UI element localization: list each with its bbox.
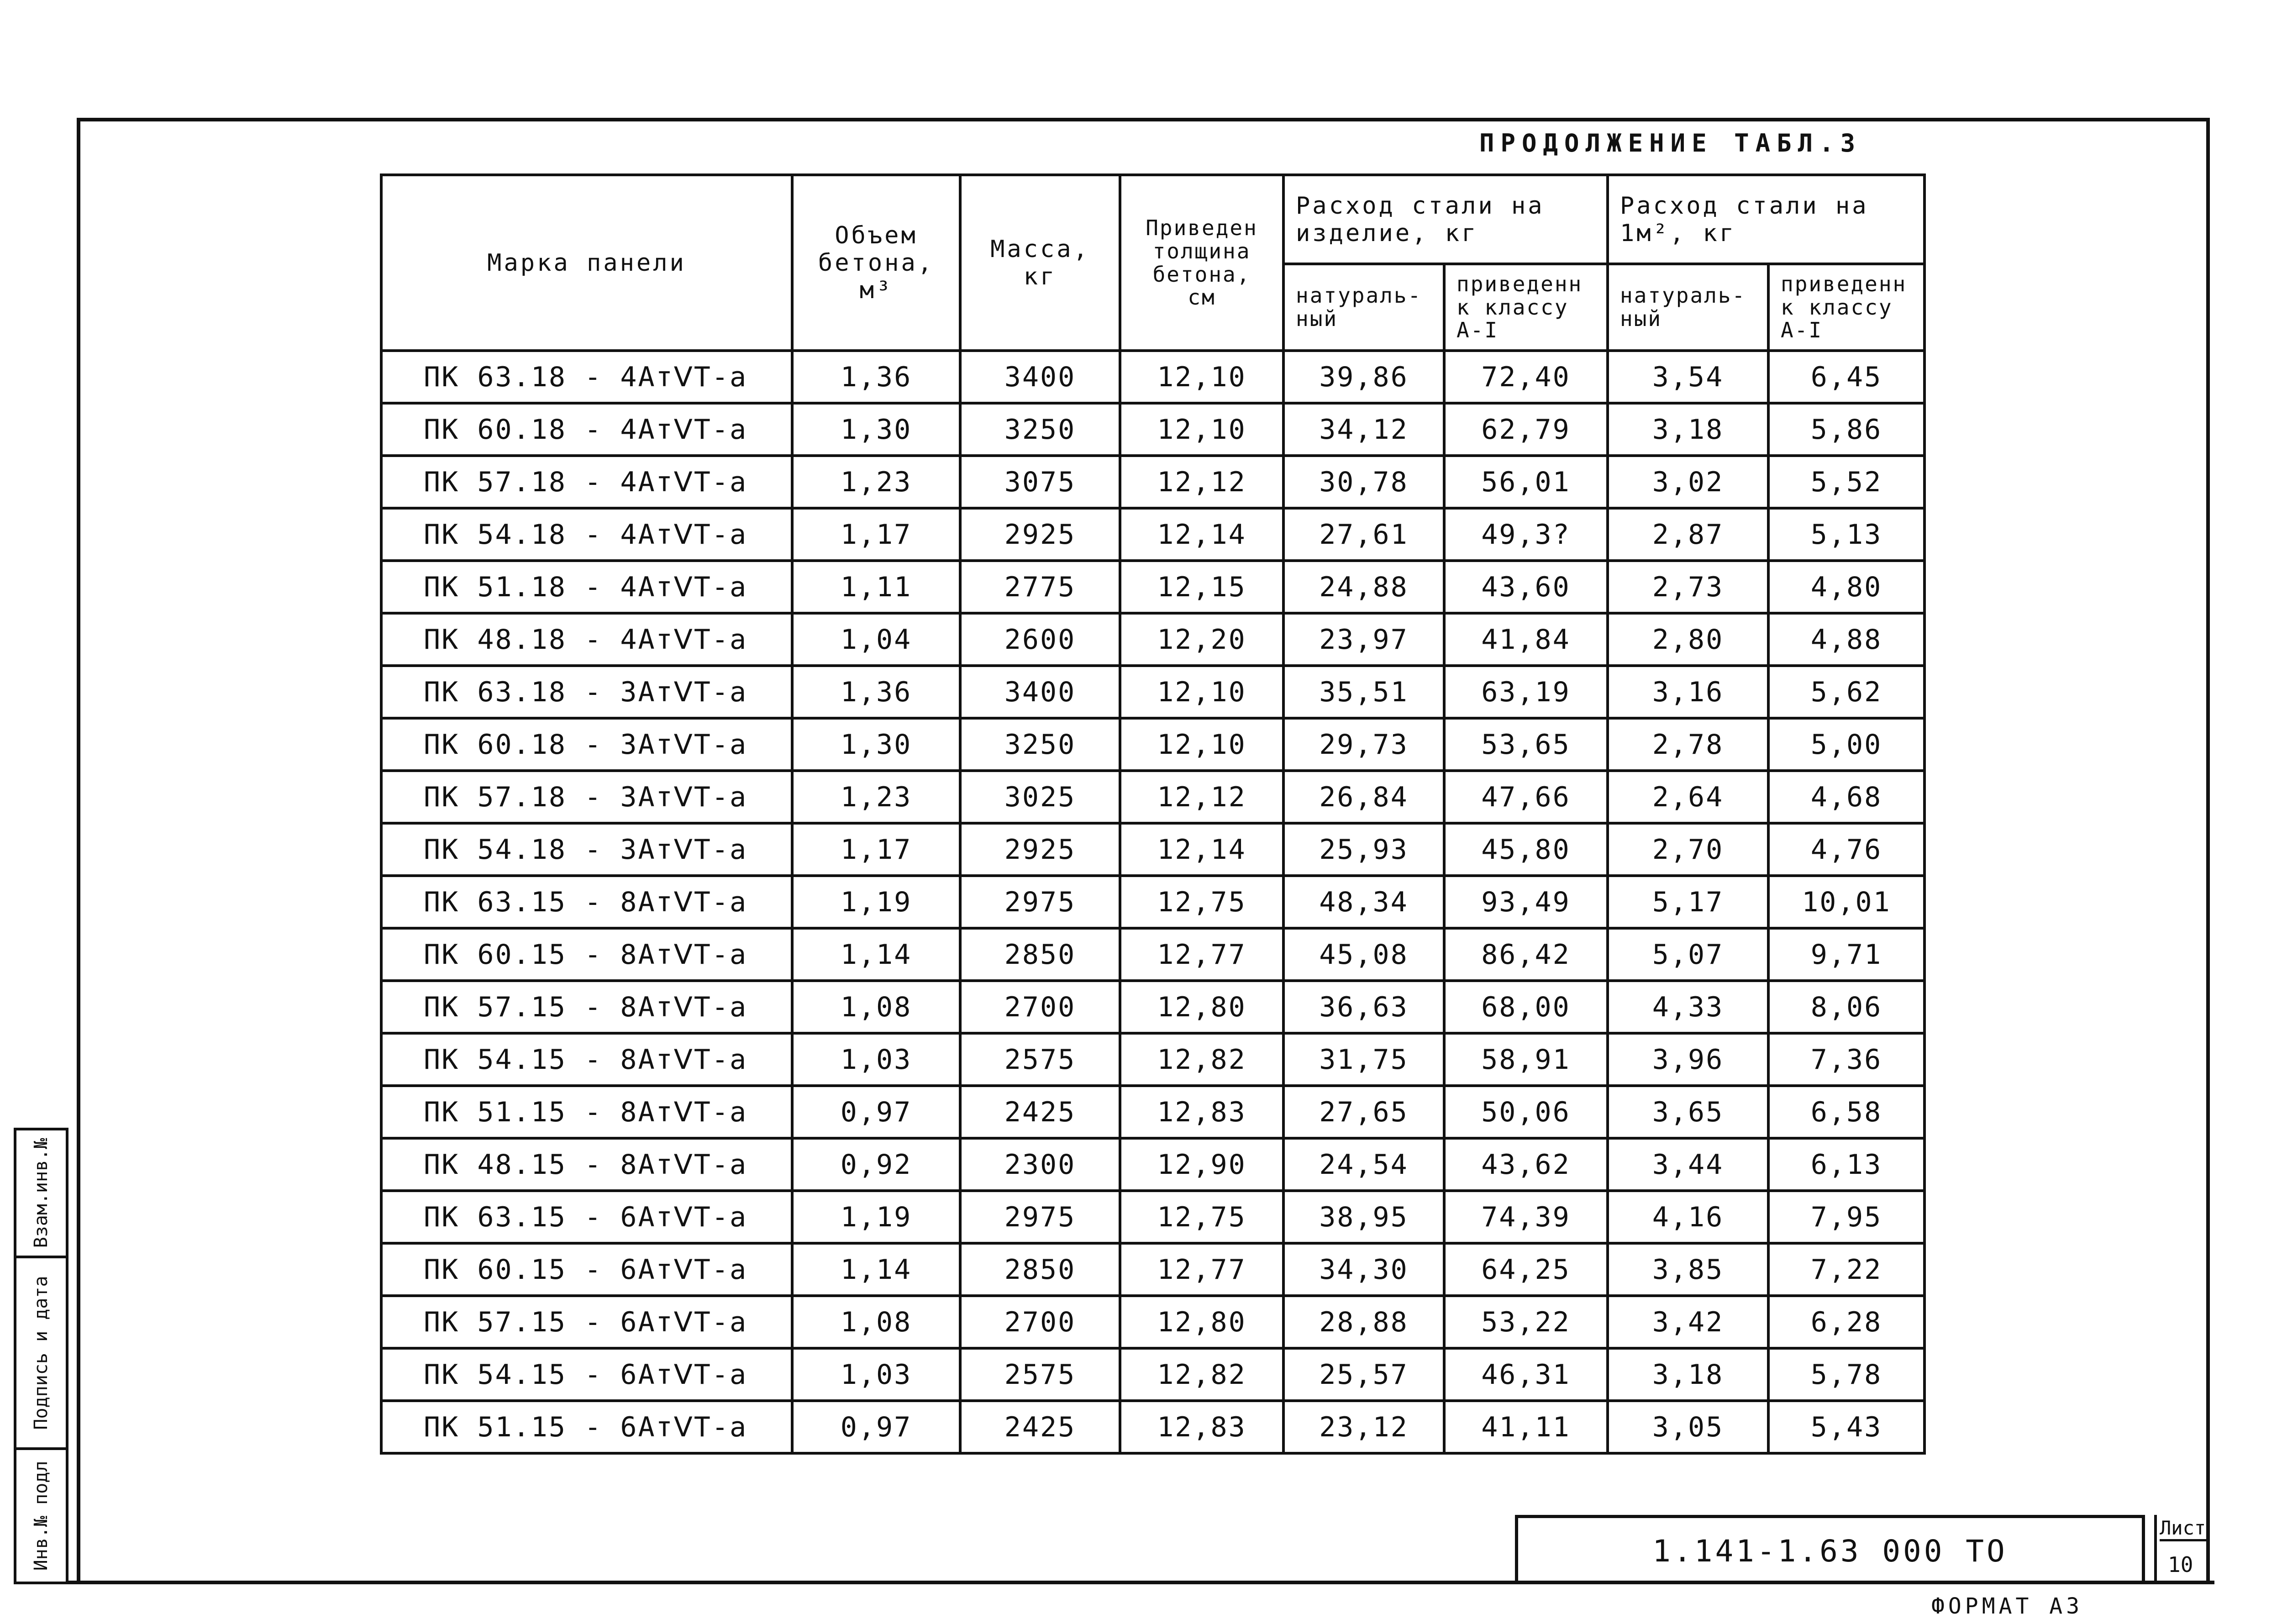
table-body bbox=[381, 351, 1924, 1453]
table-cell: 1,14 bbox=[792, 928, 960, 981]
table-cell: 2,80 bbox=[1608, 613, 1768, 666]
table-cell: 43,60 bbox=[1444, 561, 1608, 613]
table-cell: 0,97 bbox=[792, 1086, 960, 1138]
panel-mark-cell: ПК 54.18 - 3АтⅤТ-а bbox=[381, 823, 792, 876]
header-natural: натураль- ный bbox=[1608, 264, 1768, 351]
table-cell: 64,25 bbox=[1444, 1243, 1608, 1296]
table-row bbox=[381, 1033, 1924, 1086]
side-stamp-field: Взам.инв.№ bbox=[31, 1138, 52, 1248]
table-cell: 0,92 bbox=[792, 1138, 960, 1191]
panel-mark-cell: ПК 51.15 - 8АтⅤТ-а bbox=[381, 1086, 792, 1138]
table-cell: 2,70 bbox=[1608, 823, 1768, 876]
table-cell: 4,88 bbox=[1768, 613, 1924, 666]
table-cell: 12,82 bbox=[1120, 1033, 1283, 1086]
table-cell: 12,20 bbox=[1120, 613, 1283, 666]
table-cell: 41,11 bbox=[1444, 1401, 1608, 1453]
table-cell: 4,68 bbox=[1768, 771, 1924, 823]
table-cell: 1,08 bbox=[792, 1296, 960, 1348]
table-cell: 5,00 bbox=[1768, 718, 1924, 771]
table-cell: 12,10 bbox=[1120, 666, 1283, 718]
table-cell: 49,3? bbox=[1444, 508, 1608, 561]
table-cell: 3,18 bbox=[1608, 403, 1768, 456]
table-cell: 74,39 bbox=[1444, 1191, 1608, 1243]
sheet-number: 10 bbox=[2168, 1552, 2193, 1577]
table-cell: 3,42 bbox=[1608, 1296, 1768, 1348]
table-cell: 9,71 bbox=[1768, 928, 1924, 981]
table-cell: 12,12 bbox=[1120, 771, 1283, 823]
table-cell: 34,30 bbox=[1283, 1243, 1444, 1296]
table-cell: 1,36 bbox=[792, 351, 960, 403]
table-row bbox=[381, 1243, 1924, 1296]
table-cell: 2925 bbox=[960, 508, 1120, 561]
table-cell: 2,78 bbox=[1608, 718, 1768, 771]
table-cell: 2,73 bbox=[1608, 561, 1768, 613]
table-row bbox=[381, 928, 1924, 981]
table-cell: 36,63 bbox=[1283, 981, 1444, 1033]
table-cell: 34,12 bbox=[1283, 403, 1444, 456]
table-cell: 2425 bbox=[960, 1401, 1120, 1453]
panel-mark-cell: ПК 54.18 - 4АтⅤТ-а bbox=[381, 508, 792, 561]
table-cell: 50,06 bbox=[1444, 1086, 1608, 1138]
table-row bbox=[381, 561, 1924, 613]
panel-mark-cell: ПК 48.15 - 8АтⅤТ-а bbox=[381, 1138, 792, 1191]
table-cell: 1,17 bbox=[792, 508, 960, 561]
table-cell: 10,01 bbox=[1768, 876, 1924, 928]
table-cell: 53,65 bbox=[1444, 718, 1608, 771]
table-row bbox=[381, 771, 1924, 823]
table-cell: 3250 bbox=[960, 718, 1120, 771]
table-cell: 27,61 bbox=[1283, 508, 1444, 561]
table-cell: 3,02 bbox=[1608, 456, 1768, 508]
table-cell: 28,88 bbox=[1283, 1296, 1444, 1348]
table-cell: 2975 bbox=[960, 876, 1120, 928]
table-cell: 26,84 bbox=[1283, 771, 1444, 823]
table-cell: 46,31 bbox=[1444, 1348, 1608, 1401]
table-cell: 8,06 bbox=[1768, 981, 1924, 1033]
panel-table bbox=[380, 173, 1926, 1455]
table-cell: 12,14 bbox=[1120, 823, 1283, 876]
table-row bbox=[381, 1191, 1924, 1243]
table-cell: 45,08 bbox=[1283, 928, 1444, 981]
table-cell: 3,16 bbox=[1608, 666, 1768, 718]
table-cell: 2850 bbox=[960, 1243, 1120, 1296]
table-cell: 1,30 bbox=[792, 718, 960, 771]
table-cell: 12,10 bbox=[1120, 718, 1283, 771]
table-row bbox=[381, 1296, 1924, 1348]
panel-mark-cell: ПК 54.15 - 8АтⅤТ-а bbox=[381, 1033, 792, 1086]
table-row bbox=[381, 1138, 1924, 1191]
table-cell: 2600 bbox=[960, 613, 1120, 666]
table-cell: 2575 bbox=[960, 1033, 1120, 1086]
table-cell: 3,65 bbox=[1608, 1086, 1768, 1138]
table-cell: 58,91 bbox=[1444, 1033, 1608, 1086]
table-cell: 3,44 bbox=[1608, 1138, 1768, 1191]
table-cell: 48,34 bbox=[1283, 876, 1444, 928]
panel-mark-cell: ПК 57.18 - 3АтⅤТ-а bbox=[381, 771, 792, 823]
header-natural: натураль- ный bbox=[1283, 264, 1444, 351]
table-cell: 5,43 bbox=[1768, 1401, 1924, 1453]
document-code: 1.141-1.63 000 ТО bbox=[1652, 1534, 2008, 1569]
header-reduced: приведенн к классу А-I bbox=[1444, 264, 1608, 351]
panel-mark-cell: ПК 57.15 - 6АтⅤТ-а bbox=[381, 1296, 792, 1348]
side-stamp bbox=[14, 1128, 68, 1584]
table-cell: 39,86 bbox=[1283, 351, 1444, 403]
table-cell: 2,64 bbox=[1608, 771, 1768, 823]
table-cell: 12,10 bbox=[1120, 403, 1283, 456]
format-label: ФОРМАТ А3 bbox=[1931, 1593, 2083, 1619]
side-stamp-field: Инв.№ подл bbox=[31, 1461, 52, 1571]
table-cell: 12,10 bbox=[1120, 351, 1283, 403]
table-cell: 12,80 bbox=[1120, 1296, 1283, 1348]
table-cell: 6,28 bbox=[1768, 1296, 1924, 1348]
table-cell: 3,54 bbox=[1608, 351, 1768, 403]
panel-mark-cell: ПК 63.15 - 6АтⅤТ-а bbox=[381, 1191, 792, 1243]
table-cell: 5,52 bbox=[1768, 456, 1924, 508]
table-cell: 1,23 bbox=[792, 771, 960, 823]
table-cell: 25,93 bbox=[1283, 823, 1444, 876]
table-cell: 12,15 bbox=[1120, 561, 1283, 613]
table-row bbox=[381, 1348, 1924, 1401]
table-cell: 3250 bbox=[960, 403, 1120, 456]
table-cell: 1,04 bbox=[792, 613, 960, 666]
table-cell: 5,13 bbox=[1768, 508, 1924, 561]
table-cell: 62,79 bbox=[1444, 403, 1608, 456]
table-cell: 12,82 bbox=[1120, 1348, 1283, 1401]
table-cell: 2425 bbox=[960, 1086, 1120, 1138]
table-cell: 38,95 bbox=[1283, 1191, 1444, 1243]
table-cell: 30,78 bbox=[1283, 456, 1444, 508]
table-cell: 25,57 bbox=[1283, 1348, 1444, 1401]
table-cell: 23,12 bbox=[1283, 1401, 1444, 1453]
table-cell: 3400 bbox=[960, 351, 1120, 403]
table-cell: 3025 bbox=[960, 771, 1120, 823]
table-cell: 53,22 bbox=[1444, 1296, 1608, 1348]
table-cell: 12,75 bbox=[1120, 876, 1283, 928]
table-cell: 7,95 bbox=[1768, 1191, 1924, 1243]
table-cell: 23,97 bbox=[1283, 613, 1444, 666]
table-cell: 63,19 bbox=[1444, 666, 1608, 718]
table-cell: 6,58 bbox=[1768, 1086, 1924, 1138]
table-cell: 3400 bbox=[960, 666, 1120, 718]
table-cell: 93,49 bbox=[1444, 876, 1608, 928]
header-mark: Марка панели bbox=[381, 175, 792, 351]
table-cell: 3,18 bbox=[1608, 1348, 1768, 1401]
table-row bbox=[381, 981, 1924, 1033]
header-mass: Масса, кг bbox=[960, 175, 1120, 351]
table-cell: 1,19 bbox=[792, 1191, 960, 1243]
table-cell: 1,23 bbox=[792, 456, 960, 508]
table-row bbox=[381, 456, 1924, 508]
table-cell: 3,05 bbox=[1608, 1401, 1768, 1453]
panel-mark-cell: ПК 54.15 - 6АтⅤТ-а bbox=[381, 1348, 792, 1401]
table-cell: 24,88 bbox=[1283, 561, 1444, 613]
panel-mark-cell: ПК 63.15 - 8АтⅤТ-а bbox=[381, 876, 792, 928]
table-cell: 43,62 bbox=[1444, 1138, 1608, 1191]
table-row bbox=[381, 403, 1924, 456]
table-cell: 1,14 bbox=[792, 1243, 960, 1296]
table-cell: 0,97 bbox=[792, 1401, 960, 1453]
table-row bbox=[381, 718, 1924, 771]
table-cell: 12,12 bbox=[1120, 456, 1283, 508]
table-cell: 7,36 bbox=[1768, 1033, 1924, 1086]
table-cell: 72,40 bbox=[1444, 351, 1608, 403]
table-cell: 3,85 bbox=[1608, 1243, 1768, 1296]
header-steel-m2: Расход стали на 1м², кг bbox=[1608, 175, 1924, 264]
title-block bbox=[1515, 1515, 2145, 1584]
table-cell: 4,16 bbox=[1608, 1191, 1768, 1243]
table-cell: 27,65 bbox=[1283, 1086, 1444, 1138]
table-row bbox=[381, 876, 1924, 928]
table-cell: 86,42 bbox=[1444, 928, 1608, 981]
table-cell: 2850 bbox=[960, 928, 1120, 981]
table-cell: 2925 bbox=[960, 823, 1120, 876]
panel-mark-cell: ПК 60.15 - 6АтⅤТ-а bbox=[381, 1243, 792, 1296]
table-row bbox=[381, 351, 1924, 403]
table-cell: 35,51 bbox=[1283, 666, 1444, 718]
table-cell: 1,36 bbox=[792, 666, 960, 718]
table-cell: 47,66 bbox=[1444, 771, 1608, 823]
table-cell: 12,77 bbox=[1120, 1243, 1283, 1296]
table-cell: 2700 bbox=[960, 981, 1120, 1033]
table-cell: 2575 bbox=[960, 1348, 1120, 1401]
table-cell: 56,01 bbox=[1444, 456, 1608, 508]
table-cell: 5,17 bbox=[1608, 876, 1768, 928]
table-row bbox=[381, 508, 1924, 561]
table-row bbox=[381, 823, 1924, 876]
table-cell: 2700 bbox=[960, 1296, 1120, 1348]
panel-mark-cell: ПК 63.18 - 3АтⅤТ-а bbox=[381, 666, 792, 718]
table-cell: 5,78 bbox=[1768, 1348, 1924, 1401]
header-thickness: Приведен толщина бетона, см bbox=[1120, 175, 1283, 351]
table-cell: 68,00 bbox=[1444, 981, 1608, 1033]
table-cell: 12,14 bbox=[1120, 508, 1283, 561]
table-cell: 3,96 bbox=[1608, 1033, 1768, 1086]
panel-mark-cell: ПК 48.18 - 4АтⅤТ-а bbox=[381, 613, 792, 666]
table-cell: 1,17 bbox=[792, 823, 960, 876]
table-row bbox=[381, 1086, 1924, 1138]
table-cell: 4,33 bbox=[1608, 981, 1768, 1033]
sheet-cell bbox=[2154, 1515, 2210, 1584]
table-row bbox=[381, 666, 1924, 718]
table-cell: 1,03 bbox=[792, 1033, 960, 1086]
panel-mark-cell: ПК 60.15 - 8АтⅤТ-а bbox=[381, 928, 792, 981]
header-steel-item: Расход стали на изделие, кг bbox=[1283, 175, 1608, 264]
table-cell: 1,03 bbox=[792, 1348, 960, 1401]
table-cell: 45,80 bbox=[1444, 823, 1608, 876]
table-cell: 2975 bbox=[960, 1191, 1120, 1243]
panel-mark-cell: ПК 60.18 - 4АтⅤТ-а bbox=[381, 403, 792, 456]
header-volume: Объем бетона, м³ bbox=[792, 175, 960, 351]
table-cell: 6,45 bbox=[1768, 351, 1924, 403]
table-row bbox=[381, 1401, 1924, 1453]
panel-mark-cell: ПК 57.15 - 8АтⅤТ-а bbox=[381, 981, 792, 1033]
sheet-label: Лист bbox=[2160, 1517, 2210, 1541]
table-cell: 12,80 bbox=[1120, 981, 1283, 1033]
table-cell: 3075 bbox=[960, 456, 1120, 508]
table-cell: 12,83 bbox=[1120, 1401, 1283, 1453]
table-cell: 29,73 bbox=[1283, 718, 1444, 771]
panel-mark-cell: ПК 60.18 - 3АтⅤТ-а bbox=[381, 718, 792, 771]
table-cell: 5,86 bbox=[1768, 403, 1924, 456]
table-cell: 4,80 bbox=[1768, 561, 1924, 613]
table-cell: 5,62 bbox=[1768, 666, 1924, 718]
table-cell: 5,07 bbox=[1608, 928, 1768, 981]
panel-mark-cell: ПК 51.18 - 4АтⅤТ-а bbox=[381, 561, 792, 613]
table-cell: 31,75 bbox=[1283, 1033, 1444, 1086]
table-cell: 4,76 bbox=[1768, 823, 1924, 876]
table-cell: 12,77 bbox=[1120, 928, 1283, 981]
table-cell: 2300 bbox=[960, 1138, 1120, 1191]
table-cell: 12,83 bbox=[1120, 1086, 1283, 1138]
table-continuation-label: ПРОДОЛЖЕНИЕ ТАБЛ.3 bbox=[1479, 129, 1862, 158]
table-cell: 1,11 bbox=[792, 561, 960, 613]
table-cell: 6,13 bbox=[1768, 1138, 1924, 1191]
header-reduced: приведенн к классу А-I bbox=[1768, 264, 1924, 351]
table-cell: 2775 bbox=[960, 561, 1120, 613]
panel-mark-cell: ПК 57.18 - 4АтⅤТ-а bbox=[381, 456, 792, 508]
table-cell: 1,08 bbox=[792, 981, 960, 1033]
table-row bbox=[381, 613, 1924, 666]
table-cell: 2,87 bbox=[1608, 508, 1768, 561]
panel-mark-cell: ПК 63.18 - 4АтⅤТ-а bbox=[381, 351, 792, 403]
panel-mark-cell: ПК 51.15 - 6АтⅤТ-а bbox=[381, 1401, 792, 1453]
table-cell: 41,84 bbox=[1444, 613, 1608, 666]
table-cell: 1,30 bbox=[792, 403, 960, 456]
table-cell: 12,90 bbox=[1120, 1138, 1283, 1191]
side-stamp-field: Подпись и дата bbox=[31, 1276, 52, 1430]
table-cell: 7,22 bbox=[1768, 1243, 1924, 1296]
table-cell: 12,75 bbox=[1120, 1191, 1283, 1243]
table-cell: 1,19 bbox=[792, 876, 960, 928]
table-cell: 24,54 bbox=[1283, 1138, 1444, 1191]
